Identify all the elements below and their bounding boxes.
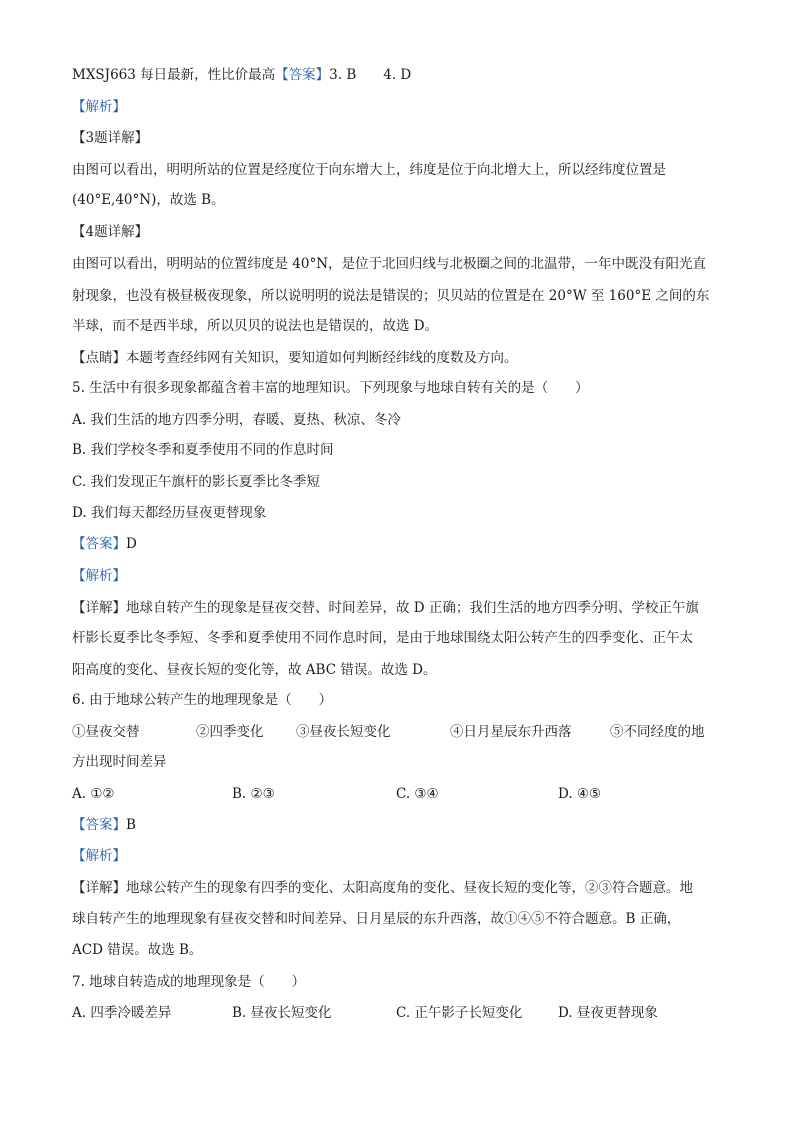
q5-answer-tag: 【答案】	[72, 536, 126, 552]
answer-tag: 【答案】	[275, 67, 330, 83]
q5-answer: D	[126, 536, 137, 552]
q5-detail-line-1	[72, 598, 699, 618]
detail-4-line-2: 射现象，也没有极昼极夜现象，所以说明明的说法是错误的；贝贝站的位置是在 20°W 至 160°E 之间的东	[72, 288, 710, 304]
q6-item-2: ②四季变化	[196, 724, 264, 740]
q6-option-c: C. ③④	[396, 786, 439, 802]
q6-answer: B	[126, 817, 136, 833]
q5-option-a: A. 我们生活的地方四季分明，春暖、夏热、秋凉、冬冷	[72, 412, 401, 428]
q6-jiexi: 【解析】	[72, 848, 126, 864]
detail-3-title: 【3题详解】	[72, 130, 149, 146]
q5-detail-line-3: 阳高度的变化、昼夜长短的变化等，故 ABC 错误。故选 D。	[72, 662, 437, 678]
q6-items-row	[72, 722, 732, 742]
detail-3-line-1: 由图可以看出，明明所站的位置是经度位于向东增大上，纬度是位于向北增大上，所以经纬度位置是	[72, 162, 666, 178]
q7-option-b: B. 昼夜长短变化	[232, 1005, 332, 1021]
q6-answer-tag: 【答案】	[72, 817, 126, 833]
q6-item-3: ③昼夜长短变化	[296, 724, 391, 740]
dianjing-line	[72, 348, 518, 368]
header-line	[72, 65, 411, 85]
q6-item-5: ⑤不同经度的地	[610, 724, 705, 740]
q5-detail-text-1: 地球自转产生的现象是昼夜交替、时间差异，故 D 正确；我们生活的地方四季分明、学校正午旗	[126, 600, 699, 616]
q6-detail-line-3: ACD 错误。故选 B。	[72, 942, 203, 958]
q7-stem: 7. 地球自转造成的地理现象是（ ）	[72, 974, 306, 990]
detail-4-title: 【4题详解】	[72, 224, 149, 240]
answer-value: 3. B 4. D	[329, 67, 412, 83]
q6-answer-line	[72, 815, 136, 835]
q6-stem: 6. 由于地球公转产生的地理现象是（ ）	[72, 692, 333, 708]
dianjing-tag: 【点睛】	[72, 350, 126, 366]
q5-jiexi: 【解析】	[72, 568, 126, 584]
q6-detail-line-2: 球自转产生的地理现象有昼夜交替和时间差异、日月星辰的东升西落，故①④⑤不符合题意。B 正确，	[72, 911, 681, 927]
detail-4-line-1: 由图可以看出，明明站的位置纬度是 40°N，是位于北回归线与北极圈之间的北温带，一年中既没有阳光直	[72, 256, 707, 272]
q5-option-c: C. 我们发现正午旗杆的影长夏季比冬季短	[72, 474, 320, 490]
q5-stem: 5. 生活中有很多现象都蕴含着丰富的地理知识。下列现象与地球自转有关的是（ ）	[72, 380, 589, 396]
q5-option-b: B. 我们学校冬季和夏季使用不同的作息时间	[72, 442, 334, 458]
q7-option-c: C. 正午影子长短变化	[396, 1005, 523, 1021]
q6-detail-line-1	[72, 878, 693, 898]
q6-option-a: A. ①②	[72, 786, 115, 802]
q5-answer-line	[72, 534, 137, 554]
q7-option-d: D. 昼夜更替现象	[558, 1005, 658, 1021]
q5-option-d: D. 我们每天都经历昼夜更替现象	[72, 505, 267, 521]
header-prefix: MXSJ663 每日最新，性比价最高	[72, 67, 276, 83]
detail-3-line-2: (40°E,40°N)，故选 B。	[72, 192, 225, 208]
q5-detail-tag: 【详解】	[72, 600, 126, 616]
q7-option-a: A. 四季冷暖差异	[72, 1005, 172, 1021]
q6-detail-text-1: 地球公转产生的现象有四季的变化、太阳高度角的变化、昼夜长短的变化等，②③符合题意。地	[126, 880, 693, 896]
q6-options-row	[72, 784, 732, 804]
q6-detail-tag: 【详解】	[72, 880, 126, 896]
jiexi-label: 【解析】	[72, 99, 126, 115]
q5-detail-line-2: 杆影长夏季比冬季短、冬季和夏季使用不同作息时间，是由于地球围绕太阳公转产生的四季变化、正午太	[72, 630, 693, 646]
q6-option-d: D. ④⑤	[558, 786, 602, 802]
detail-4-line-3: 半球，而不是西半球，所以贝贝的说法也是错误的，故选 D。	[72, 318, 439, 334]
q6-item-1: ①昼夜交替	[72, 724, 140, 740]
dianjing-text: 本题考查经纬网有关知识，要知道如何判断经纬线的度数及方向。	[126, 350, 518, 366]
q6-option-b: B. ②③	[232, 786, 275, 802]
q7-options-row	[72, 1003, 732, 1023]
q6-items-cont: 方出现时间差异	[72, 754, 167, 770]
q6-item-4: ④日月星辰东升西落	[450, 724, 572, 740]
